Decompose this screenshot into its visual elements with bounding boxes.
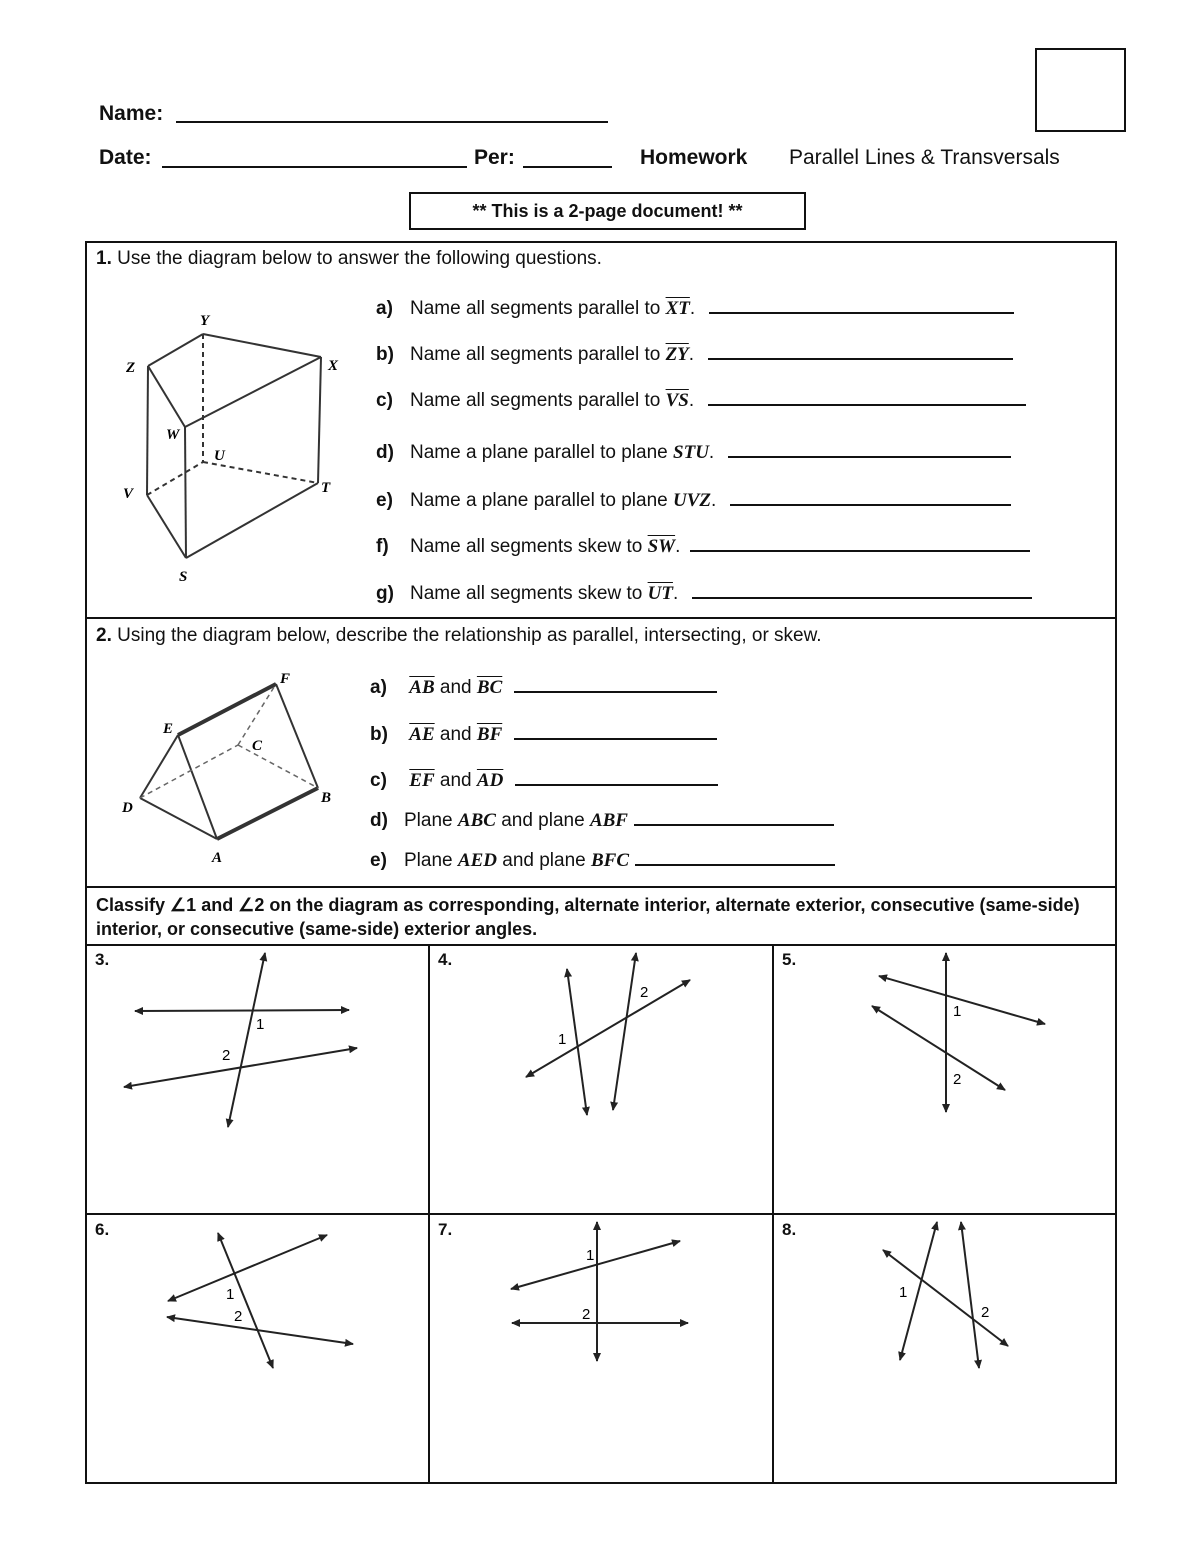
item-end: .	[688, 390, 695, 411]
item-label: d)	[370, 810, 388, 831]
angle-label: 1	[226, 1286, 235, 1303]
problem-number: 7.	[438, 1220, 453, 1239]
angle-label: 1	[586, 1247, 595, 1264]
item-label: b)	[370, 724, 388, 745]
transversal-line	[228, 953, 265, 1127]
angle-label: 2	[640, 984, 649, 1001]
plane-name: ABC	[457, 810, 496, 831]
angle-label: 2	[222, 1047, 231, 1064]
name-label: Name:	[99, 102, 164, 125]
vertex-label: Z	[126, 360, 136, 376]
item-text: Name all segments parallel to	[410, 298, 661, 319]
segment-name: $\overline{XT}$	[665, 298, 690, 319]
segment-name: $\overline{VS}$	[665, 390, 689, 411]
item-label: e)	[370, 850, 387, 871]
angle-label: 1	[899, 1284, 908, 1301]
assignment-type: Homework	[640, 146, 748, 169]
item-text: Plane	[404, 850, 453, 871]
angle-label: 1	[558, 1031, 567, 1048]
item-text: Name all segments parallel to	[410, 390, 661, 411]
line	[879, 976, 1045, 1024]
vertex-label: S	[179, 569, 188, 585]
segment-name: $\overline{SW}$	[647, 536, 676, 557]
item-text: Name a plane parallel to plane	[410, 442, 668, 463]
plane-name: BFC	[591, 850, 630, 871]
segment-name: $\overline{BF}$	[476, 724, 503, 745]
item-label: e)	[376, 490, 393, 511]
problem-number: 3.	[95, 950, 110, 969]
period-label: Per:	[474, 146, 515, 169]
problem-number: 4.	[438, 950, 453, 969]
vertex-label: W	[166, 427, 180, 443]
item-joiner: and	[439, 724, 472, 745]
line	[168, 1235, 327, 1301]
item-label: f)	[376, 536, 389, 557]
item-end: .	[688, 344, 695, 365]
item-end: .	[711, 490, 717, 511]
q2-number: 2.	[96, 625, 112, 646]
plane-name: ABF	[589, 810, 628, 831]
angle-label: 2	[981, 1304, 990, 1321]
line	[961, 1222, 979, 1368]
plane-name: UVZ	[673, 490, 712, 511]
vertex-label: B	[321, 790, 332, 806]
item-end: .	[689, 298, 696, 319]
topic-title: Parallel Lines & Transversals	[789, 146, 1060, 169]
plane-name: STU	[673, 442, 709, 463]
item-text: and plane	[502, 850, 586, 871]
vertex-label: U	[214, 448, 225, 464]
problem-number: 5.	[782, 950, 797, 969]
vertex-label: A	[212, 850, 223, 866]
classify-prompt: Classify ∠1 and ∠2 on the diagram as corresponding, alternate interior, alternate exterior, consecutive (same-side) interior, or consecutive (same-side) exterior angles.	[96, 895, 1080, 939]
item-label: d)	[376, 442, 394, 463]
item-text: and plane	[501, 810, 585, 831]
item-text: Name all segments parallel to	[410, 344, 661, 365]
vertex-label: V	[123, 486, 134, 502]
item-label: c)	[370, 770, 387, 791]
segment-name: $\overline{AB}$	[409, 677, 435, 698]
vertex-label: X	[328, 358, 339, 374]
angle-label: 1	[953, 1003, 962, 1020]
item-joiner: and	[439, 677, 472, 698]
item-label: a)	[370, 677, 387, 698]
q1-number: 1.	[96, 248, 112, 269]
item-end: .	[708, 442, 715, 463]
item-label: a)	[376, 298, 393, 319]
item-end: .	[672, 583, 679, 604]
angle-label: 2	[582, 1306, 591, 1323]
date-label: Date:	[99, 146, 152, 169]
line	[613, 953, 636, 1110]
vertex-label: Y	[200, 313, 210, 329]
problem-number: 8.	[782, 1220, 797, 1239]
line	[135, 1010, 349, 1011]
problem-number: 6.	[95, 1220, 110, 1239]
angle-label: 1	[256, 1016, 265, 1033]
transversal-line	[526, 980, 690, 1077]
vertex-label: C	[252, 738, 263, 754]
q2-prompt-text: Using the diagram below, describe the relationship as parallel, intersecting, or skew.	[117, 625, 822, 646]
item-joiner: and	[439, 770, 472, 791]
item-text: Name all segments skew to	[410, 536, 643, 557]
vertex-label: F	[280, 671, 291, 687]
item-label: c)	[376, 390, 393, 411]
segment-name: $\overline{AE}$	[409, 724, 435, 745]
segment-name: $\overline{EF}$	[409, 770, 435, 791]
line	[167, 1317, 353, 1344]
q1-prompt-text: Use the diagram below to answer the following questions.	[117, 248, 602, 269]
item-label: b)	[376, 344, 394, 365]
plane-name: AED	[457, 850, 497, 871]
item-end: .	[675, 536, 681, 557]
angle-label: 2	[953, 1071, 962, 1088]
segment-name: $\overline{UT}$	[647, 583, 673, 604]
angle-label: 2	[234, 1308, 243, 1325]
item-label: g)	[376, 583, 394, 604]
segment-name: $\overline{ZY}$	[665, 344, 689, 365]
line	[511, 1241, 680, 1289]
notice-text: ** This is a 2-page document! **	[472, 201, 743, 221]
segment-name: $\overline{BC}$	[476, 677, 503, 698]
segment-name: $\overline{AD}$	[476, 770, 504, 791]
item-text: Name all segments skew to	[410, 583, 643, 604]
item-text: Name a plane parallel to plane	[410, 490, 668, 511]
vertex-label: D	[122, 800, 133, 816]
vertex-label: E	[163, 721, 174, 737]
vertex-label: T	[321, 480, 331, 496]
item-text: Plane	[404, 810, 453, 831]
line	[872, 1006, 1005, 1090]
